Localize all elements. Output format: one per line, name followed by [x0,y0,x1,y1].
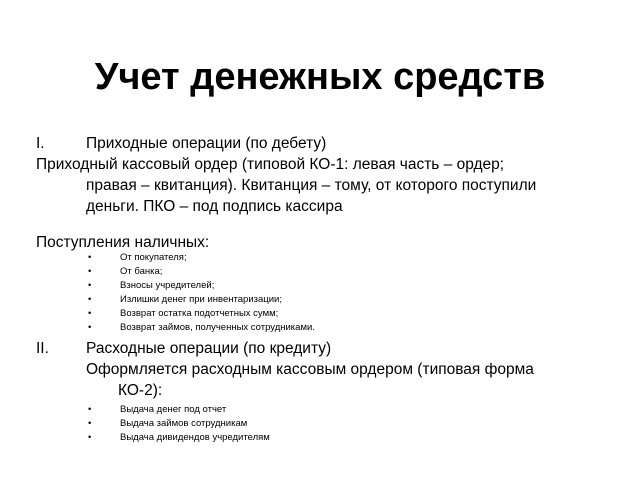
section1-numeral: I. [36,135,45,152]
list-item-text: Выдача займов сотрудникам [120,418,248,429]
slide-title: Учет денежных средств [94,56,546,98]
section1-text-line-1: Приходный кассовый ордер (типовой КО-1: левая часть – ордер; [36,156,505,173]
list-item-text: Возврат остатка подотчетных сумм; [120,308,279,319]
section2-text-line-2: КО-2): [118,382,163,399]
bullet-icon: • [88,252,92,263]
section2-heading: Расходные операции (по кредиту) [86,340,332,357]
list-item-text: Взносы учредителей; [120,280,215,291]
list-item-text: Выдача дивидендов учредителям [120,432,270,443]
list-item-text: Излишки денег при инвентаризации; [120,294,282,305]
list-item-text: От банка; [120,266,163,277]
list-item-text: Возврат займов, полученных сотрудниками. [120,322,315,333]
section1-text-line-2: правая – квитанция). Квитанция – тому, от которого поступили [86,177,537,194]
bullet-icon: • [88,294,92,305]
bullet-icon: • [88,432,92,443]
section2-numeral: II. [36,340,49,357]
receipts-heading: Поступления наличных: [36,234,210,251]
bullet-icon: • [88,308,92,319]
section1-heading: Приходные операции (по дебету) [86,135,327,152]
list-item-text: От покупателя; [120,252,187,263]
bullet-icon: • [88,266,92,277]
bullet-icon: • [88,322,92,333]
section2-text-line-1: Оформляется расходным кассовым ордером (типовая форма [86,361,534,378]
bullet-icon: • [88,404,92,415]
bullet-icon: • [88,280,92,291]
list-item-text: Выдача денег под отчет [120,404,227,415]
bullet-icon: • [88,418,92,429]
section1-text-line-3: деньги. ПКО – под подпись кассира [86,198,343,215]
